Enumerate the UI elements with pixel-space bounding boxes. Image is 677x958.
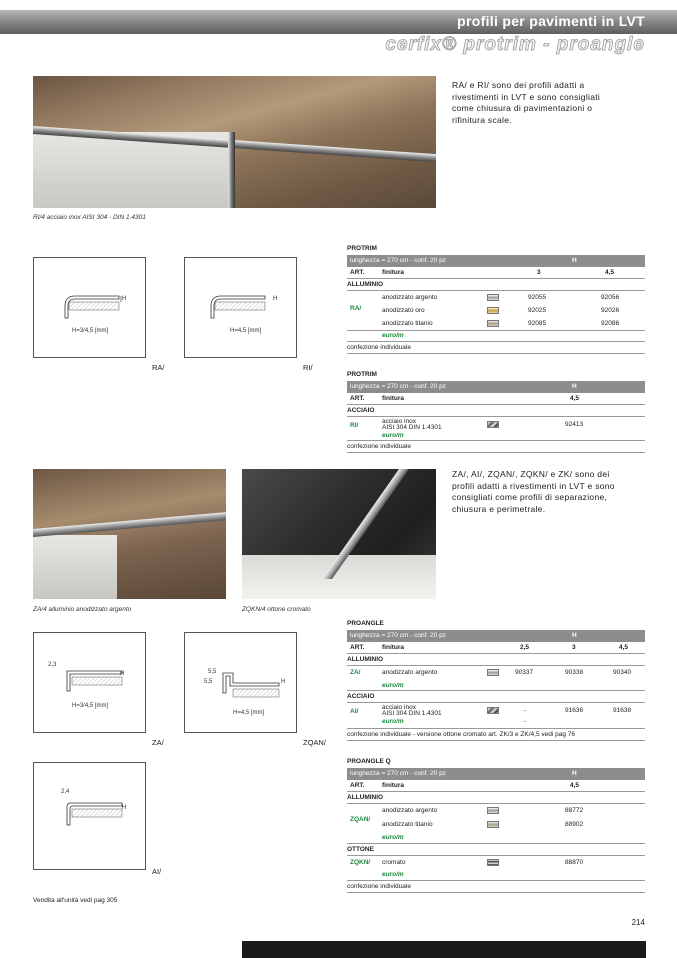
swatch-silver <box>487 669 499 676</box>
swatch-inox <box>487 707 499 714</box>
footnote: Vendita all'unità vedi pag 305 <box>33 897 118 904</box>
intro-text-protrim: RA/ e RI/ sono dei profili adatti a rivestimenti in LVT e sono consigliati come chiusura di pavimentazioni o rifinitura scale. <box>452 80 601 125</box>
swatch-silver <box>487 807 499 814</box>
drawing-code-ra: RA/ <box>152 363 165 372</box>
za-profile-drawing <box>62 663 142 703</box>
drawing-code-ri: RI/ <box>303 363 313 372</box>
product-photo-za <box>33 469 226 599</box>
footer-bar <box>242 941 646 958</box>
zqan-dimension: H=4,5 [mm] <box>233 710 265 716</box>
table-proangle-q: PROANGLE Q lunghezza = 270 cm - conf. 20 pz H ART. finitura 4,5 ALLUMINIO ZQAN/ anodizzato argento 88772 anodizzato titanio 88902 euro/m OTTONE ZQKN/ cromato 88870 euro/m confezione individuale <box>347 756 645 893</box>
photo-caption-zqkn: ZQKN/4 ottone cromato <box>242 606 311 613</box>
table-row: RI/ acciaio inox AISI 304 DIN 1.4301 92413 euro/m <box>347 417 645 441</box>
drawing-ai: 2,4 H <box>33 762 146 870</box>
photo-caption-za: ZA/4 alluminio anodizzato argento <box>33 606 132 613</box>
table-row: RA/ anodizzato argento 92055 92056 anodizzato oro 92025 92026 anodizzato titanio 92085 92086 <box>347 291 645 331</box>
table-header-row: ART. finitura 3 4,5 <box>347 267 645 279</box>
ra-dimension: H=3/4,5 [mm] <box>72 328 109 334</box>
ri-dimension: H=4,5 [mm] <box>230 328 262 334</box>
zqan-profile-drawing <box>219 667 289 707</box>
swatch-gold <box>487 307 499 314</box>
page-number: 214 <box>631 918 645 927</box>
swatch-silver <box>487 294 499 301</box>
table-row: ZQKN/ cromato 88870 euro/m <box>347 856 645 881</box>
table-row: AI/ acciaio inox AISI 304 DIN 1.4301 - 91636 91638 euro/m - <box>347 703 645 729</box>
intro-text-proangle: ZA/, AI/, ZQAN/, ZQKN/ e ZK/ sono dei profili adatti a rivestimenti in LVT e sono consigliati come profili di separazione, chiusura e perimetrale. <box>452 469 615 514</box>
drawing-code-ai: AI/ <box>152 867 162 876</box>
table-length-row: lunghezza = 270 cm - conf. 20 pz H <box>347 255 645 267</box>
product-photo-zqkn <box>242 469 436 599</box>
drawing-za: 2,3 H H=3/4,5 [mm] <box>33 632 146 733</box>
table-protrim-steel: PROTRIM lunghezza = 270 cm - conf. 20 pz H ART. finitura 4,5 ACCIAIO RI/ acciaio inox AISI 304 DIN 1.4301 92413 euro/m confezione individuale <box>347 369 645 453</box>
za-dimension: H=3/4,5 [mm] <box>72 703 109 709</box>
table-row: ZQAN/ anodizzato argento 88772 anodizzato titanio 88902 euro/m <box>347 804 645 844</box>
table-proangle: PROANGLE lunghezza = 270 cm - conf. 20 pz H ART. finitura 2,5 3 4,5 ALLUMINIO ZA/ anodizzato argento 90337 90338 90340 euro/m ACCIAIO AI/ acciaio inox AISI 304 DIN 1.4301 - 91636 91638 euro/m - confezione individuale - versione ottone cromato art. ZK/3 e ZK/4,5 vedi pag 76 <box>347 618 645 741</box>
drawing-code-za: ZA/ <box>152 738 164 747</box>
drawing-ri: H H=4,5 [mm] <box>184 257 297 358</box>
drawing-ra: H H=3/4,5 [mm] <box>33 257 146 358</box>
table-protrim-aluminium: PROTRIM lunghezza = 270 cm - conf. 20 pz H ART. finitura 3 4,5 ALLUMINIO RA/ anodizzato argento 92055 92056 anodizzato oro 92025 92026 anodizzato titanio 92085 92086 euro/m confezione individuale <box>347 243 645 354</box>
product-photo-ri <box>33 76 436 208</box>
ra-profile-drawing <box>59 288 139 328</box>
drawing-zqan: 5,5 5,5 H H=4,5 [mm] <box>184 632 297 733</box>
swatch-titanium <box>487 821 499 828</box>
ri-profile-drawing <box>205 288 285 328</box>
brand-title: cerfix® protrim - proangle <box>385 34 645 55</box>
drawing-code-zqan: ZQAN/ <box>303 738 326 747</box>
table-row: ZA/ anodizzato argento 90337 90338 90340 euro/m <box>347 666 645 691</box>
swatch-chrome <box>487 859 499 866</box>
photo-caption-ri: RI/4 acciaio inox AISI 304 - DIN 1.4301 <box>33 214 146 221</box>
swatch-inox <box>487 421 499 428</box>
page-title: profili per pavimenti in LVT <box>457 13 645 29</box>
swatch-titanium <box>487 320 499 327</box>
ai-profile-drawing <box>62 797 142 837</box>
